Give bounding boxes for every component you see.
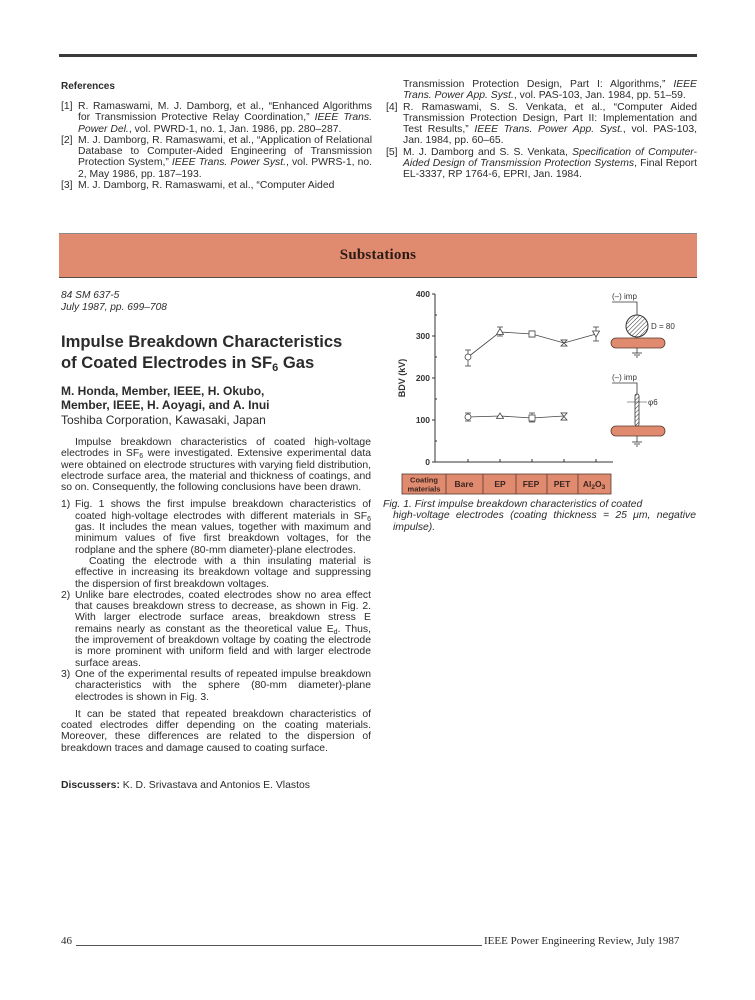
paper-title <box>61 331 342 373</box>
square-marker <box>529 331 535 337</box>
affiliation: Toshiba Corporation, Kawasaki, Japan <box>61 413 266 427</box>
y-axis-label: BDV (kV) <box>397 358 407 398</box>
abstract-body <box>61 437 371 754</box>
figure-caption <box>383 499 696 533</box>
circle-marker <box>465 354 471 360</box>
triangle-marker <box>497 329 504 335</box>
sphere-plane-diagram <box>611 292 675 357</box>
reference-text: , vol. PAS-103, Jan. 1984, pp. 51–59. <box>513 90 686 102</box>
y-tick-label: 0 <box>425 457 430 467</box>
reference-number: [4] <box>386 101 398 113</box>
title-subscript: 6 <box>272 362 279 374</box>
reference-text: , vol. PAS-103, Jan. 1984, pp. 60–65. <box>403 124 697 147</box>
text: Impulse breakdown characteristics of coated high-voltage electrodes in SF <box>61 437 371 460</box>
reference-text: R. Ramaswami, M. J. Damborg, et al., “Enhanced Algorithms for Transmission Protective Relay Coordination,” <box>78 101 372 124</box>
category-fep: FEP <box>522 479 540 489</box>
caption-line: Fig. 1. First impulse breakdown characteristics of coated <box>383 499 643 510</box>
title-text: Gas <box>278 353 315 372</box>
reference-2 <box>61 135 372 180</box>
references-right-column <box>386 79 697 181</box>
title-line-1: Impulse Breakdown Characteristics <box>61 332 343 351</box>
reference-number: [2] <box>61 134 73 146</box>
series-sphere-plane <box>465 327 600 366</box>
item-number: 3) <box>61 668 71 680</box>
bdv-chart <box>380 283 700 498</box>
discussers <box>61 780 310 791</box>
conclusion-item-2 <box>61 590 371 669</box>
authors-line-1: M. Honda, Member, IEEE, H. Okubo, <box>61 384 265 398</box>
square-marker <box>529 415 535 421</box>
axes <box>432 294 613 462</box>
plane-electrode-icon <box>611 338 665 348</box>
item-number: 2) <box>61 589 71 601</box>
reference-text: M. J. Damborg, R. Ramaswami, et al., “Computer Aided <box>78 180 335 192</box>
text: Coating the electrode with a thin insulating material is effective in increasing its breakdown voltage and suppressing the dispersion of first breakdown voltages. <box>75 555 371 590</box>
sphere-electrode-icon <box>626 315 648 337</box>
authors-line-2: Member, IEEE, H. Aoyagi, and A. Inui <box>61 398 270 413</box>
reference-4 <box>386 102 697 147</box>
subscript: d <box>333 628 338 636</box>
reference-journal: Specification of Computer-Aided Design of Transmission Protection Systems <box>403 146 698 170</box>
reference-text: R. Ramaswami, S. S. Venkata, et al., “Computer Aided Transmission Protection Design, Part II: Implementation and Test Results,” <box>403 101 697 136</box>
paper-id <box>61 290 167 314</box>
reference-text: , Final Report EL-3337, RP 1764-6, EPRI, Jan. 1984. <box>403 158 697 181</box>
conclusion-paragraph: It can be stated that repeated breakdown characteristics of coated electrodes differ depending on the coating materials. Moreover, these differences are related to the dispersion of breakdown traces and damage caused to coating surface. <box>61 708 371 754</box>
y-tick-label: 300 <box>415 331 430 341</box>
y-tick-label: 400 <box>415 289 430 299</box>
discussers-names: K. D. Srivastava and Antonios E. Vlastos <box>119 780 310 791</box>
intro-paragraph <box>61 437 371 493</box>
y-tick-labels <box>416 289 430 467</box>
y-tick-label: 100 <box>415 415 430 425</box>
category-bare: Bare <box>454 479 474 489</box>
section-banner <box>59 233 697 278</box>
ground-icon <box>632 436 642 446</box>
rod-plane-diagram <box>611 373 665 446</box>
coating-materials-table <box>402 474 611 494</box>
circle-marker <box>465 414 471 420</box>
text: One of the experimental results of repeated impulse breakdown characteristics with the sphere (80-mm diameter)-plane electrodes is shown in Fig. 3. <box>75 668 371 703</box>
item-number: 1) <box>61 499 71 511</box>
discussers-label: Discussers: <box>61 780 120 791</box>
reference-text: Transmission Protection Design, Part I: Algorithms,” <box>403 79 674 90</box>
reference-journal: IEEE Trans. Power Syst. <box>171 157 287 169</box>
reference-5 <box>386 147 697 181</box>
reference-number: [5] <box>386 146 398 158</box>
plane-electrode-icon <box>611 426 665 436</box>
title-line-2 <box>61 352 342 373</box>
text: Fig. 1 shows the first impulse breakdown characteristics of coated high-voltage electrodes with different materials in SF <box>75 499 371 522</box>
paper-number: 84 SM 637-5 <box>61 290 120 301</box>
text: Unlike bare electrodes, coated electrodes show no area effect that causes breakdown stress to decrease, as shown in Fig. 2. With larger electrode surface areas, breakdown stress E remains nearly as constant as the theoretical value E <box>75 589 371 635</box>
y-tick-label: 200 <box>415 373 430 383</box>
text: were investigated. Extensive experimental data were obtained on electrode structures with varying field distribution, electrode surface area, the material and thickness of coatings, and so on. Consequently, the following conclusions have been drawn. <box>61 448 371 494</box>
reference-3-continued <box>386 79 697 102</box>
table-header-line-2: materials <box>407 484 441 494</box>
reference-1 <box>61 101 372 135</box>
text: gas. It includes the mean values, together with maximum and minimum values of five first breakdown voltages, for the rodplane and the sphere (80-mm diameter)-plane electrodes. <box>75 522 371 556</box>
category-pet: PET <box>553 479 571 489</box>
rod-diameter-label: φ6 <box>648 398 658 407</box>
subscript: 6 <box>367 515 371 523</box>
reference-journal: IEEE Trans. Power App. Syst. <box>403 79 697 102</box>
top-rule <box>59 54 697 57</box>
impulse-label: (–) imp <box>612 373 637 382</box>
reference-text: , vol. PWRD-1, no. 1, Jan. 1986, pp. 280–287. <box>128 123 342 135</box>
reference-text: M. J. Damborg, R. Ramaswami, et al., “Application of Relational Database to Computer-Aided Engineering of Transmission Protection System,” <box>78 134 372 169</box>
paper-date-pages: July 1987, pp. 699–708 <box>61 302 167 313</box>
reference-number: [3] <box>61 180 73 192</box>
authors <box>61 384 269 413</box>
impulse-label: (–) imp <box>612 292 637 301</box>
reference-journal: IEEE Trans. Power App. Syst. <box>474 124 623 136</box>
table-header-line-1: Coating <box>410 475 438 485</box>
inverted-triangle-marker <box>593 331 600 337</box>
page-number: 46 <box>61 935 72 947</box>
caption-line: high-voltage electrodes (coating thickness = 25 μm, negative impulse). <box>393 510 696 533</box>
rod-electrode-icon <box>635 394 639 426</box>
text: . Thus, the improvement of breakdown voltage by coating the electrode is more prominent with uniform field and with larger electrode surface areas. <box>75 623 371 669</box>
title-text: of Coated Electrodes in SF <box>61 353 273 372</box>
conclusion-item-1 <box>61 499 371 589</box>
journal-footer: IEEE Power Engineering Review, July 1987 <box>484 935 680 947</box>
hourglass-marker <box>561 340 567 346</box>
references-heading: References <box>61 81 115 92</box>
category-al2o3: $Al_2O_3$ <box>582 479 606 491</box>
section-title: Substations <box>339 247 417 263</box>
conclusion-item-3 <box>61 669 371 703</box>
subscript: 6 <box>139 453 144 461</box>
reference-journal: IEEE Trans. Power Del. <box>78 112 372 135</box>
reference-3 <box>61 180 372 191</box>
references-left-column <box>61 101 372 191</box>
category-ep: EP <box>494 479 506 489</box>
series-rod-plane <box>465 413 567 422</box>
footer-rule <box>76 945 482 946</box>
diameter-label: D = 80 <box>651 322 675 331</box>
reference-text: M. J. Damborg and S. S. Venkata, <box>403 146 573 158</box>
reference-text: , vol. PWRS-1, no. 2, May 1986, pp. 187–193. <box>78 157 373 180</box>
ground-icon <box>632 348 642 357</box>
reference-number: [1] <box>61 101 73 112</box>
